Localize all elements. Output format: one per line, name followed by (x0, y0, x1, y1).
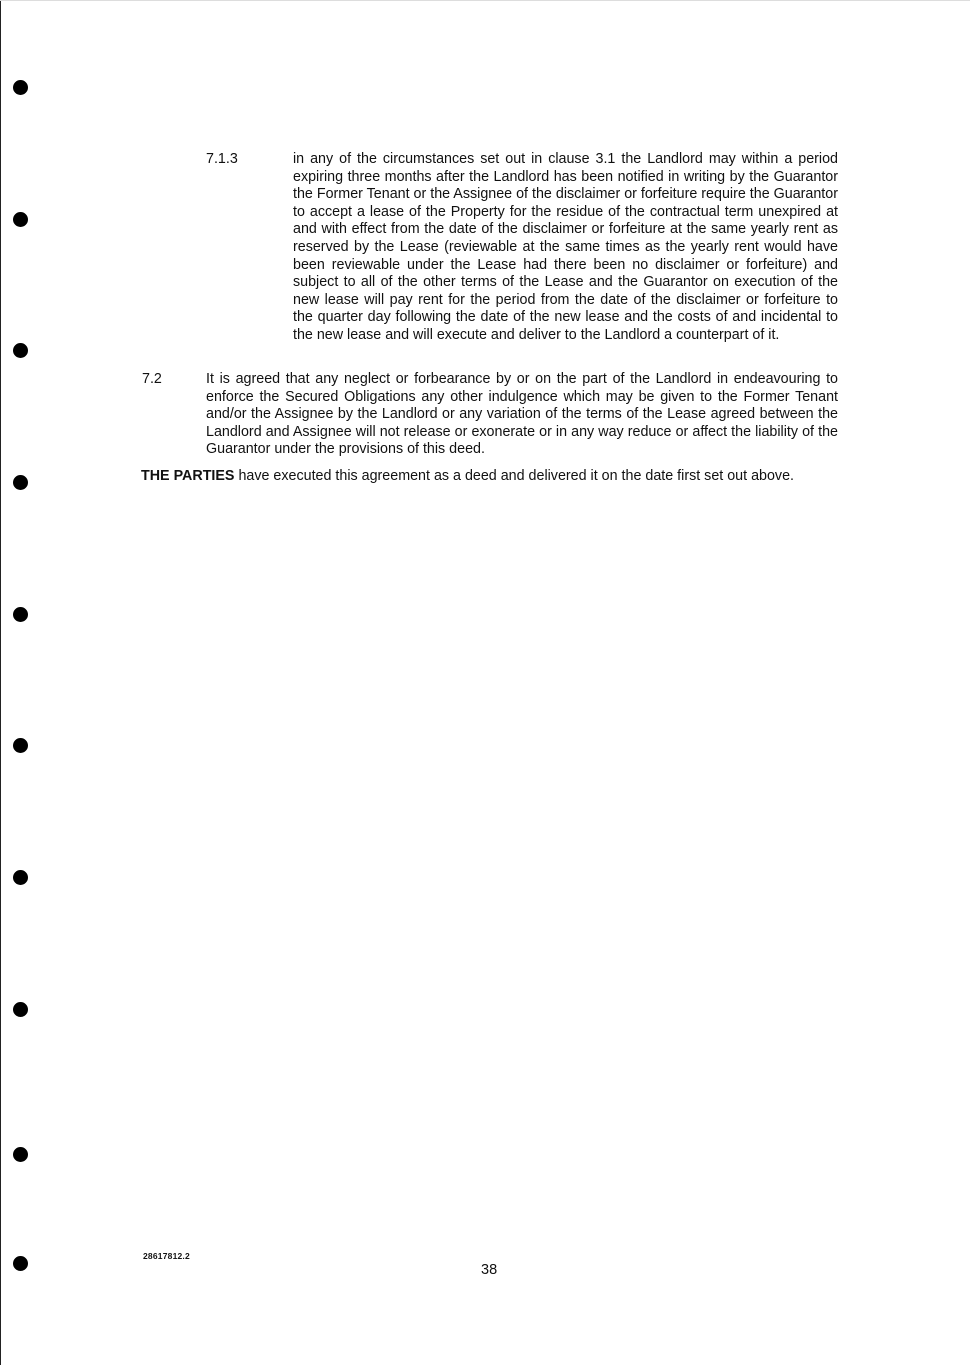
punch-hole (13, 607, 28, 622)
punch-hole (13, 1256, 28, 1271)
punch-hole (13, 1147, 28, 1162)
punch-hole (13, 212, 28, 227)
clause-number: 7.1.3 (206, 151, 238, 167)
punch-hole (13, 1002, 28, 1017)
page-number: 38 (481, 1262, 498, 1278)
punch-hole (13, 343, 28, 358)
punch-hole (13, 870, 28, 885)
punch-hole (13, 80, 28, 95)
clause-text: in any of the circumstances set out in clause 3.1 the Landlord may within a period expiring three months after the Landlord has been notified in writing by the Guarantor the Former Tenant or the Assignee of the disclaimer or forfeiture require the Guarantor to accept a lease of the Property for the residue of the contractual term unexpired at and with effect from the date of the disclaimer or forfeiture at the same yearly rent as reserved by the Lease (reviewable at the same times as the yearly rent would have been reviewable under the Lease had there been no disclaimer or forfeiture) and subject to all of the other terms of the Lease and the Guarantor on execution of the new lease will pay rent for the period from the date of the disclaimer or forfeiture to the quarter day following the date of the new lease and the costs of and incidental to the new lease and will execute and deliver to the Landlord a counterpart of it. (293, 151, 838, 343)
execution-clause (141, 468, 838, 486)
punch-hole (13, 475, 28, 490)
page-top-edge (0, 0, 970, 1)
clause-number: 7.2 (142, 371, 162, 387)
document-reference: 28617812.2 (143, 1251, 190, 1261)
punch-hole (13, 738, 28, 753)
execution-lead: THE PARTIES (141, 468, 235, 484)
clause-text: It is agreed that any neglect or forbearance by or on the part of the Landlord in endeavouring to enforce the Secured Obligations any other indulgence which may be given to the Former Tenant and/or the Assignee by the Landlord or any variation of the terms of the Lease agreed between the Landlord and Assignee will not release or exonerate or in any way reduce or affect the liability of the Guarantor under the provisions of this deed. (206, 371, 838, 458)
execution-text: have executed this agreement as a deed and delivered it on the date first set out above. (234, 468, 795, 484)
page-left-edge (0, 0, 1, 1365)
